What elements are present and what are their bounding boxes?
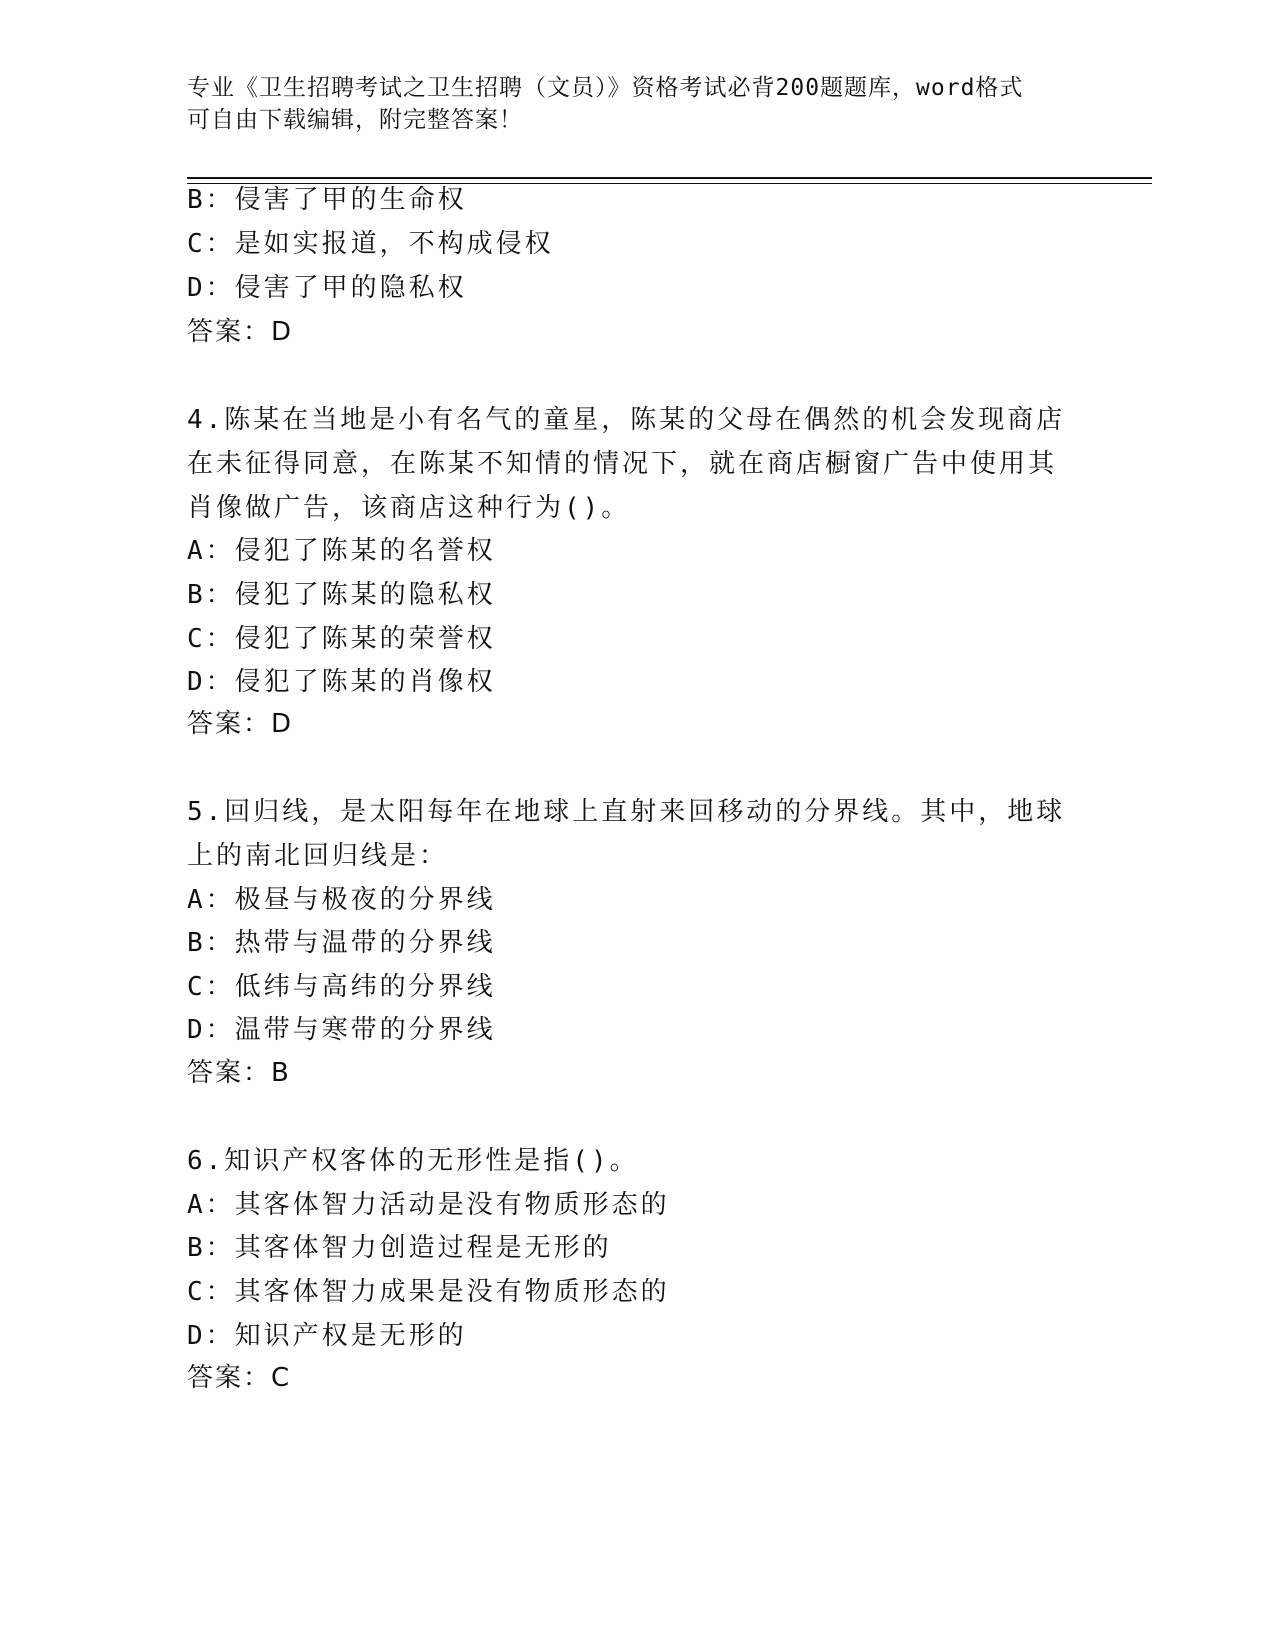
- q4-answer: 答案：D: [187, 709, 294, 739]
- q4-option-d: D：侵犯了陈某的肖像权: [187, 667, 496, 697]
- q6-option-c: C：其客体智力成果是没有物质形态的: [187, 1277, 670, 1307]
- header-divider-thick: [187, 177, 1152, 179]
- q6-answer: 答案：C: [187, 1363, 292, 1393]
- header-title-line-1: 专业《卫生招聘考试之卫生招聘（文员）》资格考试必背200题题库，word格式: [187, 75, 1024, 101]
- q3-answer: 答案：D: [187, 317, 294, 347]
- q4-option-c: C：侵犯了陈某的荣誉权: [187, 624, 496, 654]
- q5-answer: 答案：B: [187, 1058, 291, 1088]
- q3-option-d: D：侵害了甲的隐私权: [187, 273, 467, 303]
- q3-option-b: B：侵害了甲的生命权: [187, 185, 467, 215]
- q5-option-d: D：温带与寒带的分界线: [187, 1015, 496, 1045]
- q6-option-a: A：其客体智力活动是没有物质形态的: [187, 1190, 670, 1220]
- q4-option-a: A：侵犯了陈某的名誉权: [187, 536, 496, 566]
- q5-stem-line-1: 5.回归线，是太阳每年在地球上直射来回移动的分界线。其中，地球: [187, 797, 1066, 827]
- q5-option-c: C：低纬与高纬的分界线: [187, 972, 496, 1002]
- document-header: [187, 72, 1067, 136]
- q4-stem-line-2: 在未征得同意，在陈某不知情的情况下，就在商店橱窗广告中使用其: [187, 449, 1058, 479]
- q5-option-b: B：热带与温带的分界线: [187, 928, 496, 958]
- q5-option-a: A：极昼与极夜的分界线: [187, 885, 496, 915]
- q5-stem-line-2: 上的南北回归线是：: [187, 841, 449, 871]
- q4-stem-line-1: 4.陈某在当地是小有名气的童星，陈某的父母在偶然的机会发现商店: [187, 405, 1066, 435]
- q4-option-b: B：侵犯了陈某的隐私权: [187, 580, 496, 610]
- q6-option-b: B：其客体智力创造过程是无形的: [187, 1233, 612, 1263]
- header-title-line-2: 可自由下载编辑，附完整答案！: [187, 107, 523, 133]
- q3-option-c: C：是如实报道，不构成侵权: [187, 229, 554, 259]
- q4-stem-line-3: 肖像做广告，该商店这种行为()。: [187, 493, 631, 523]
- q6-stem-line-1: 6.知识产权客体的无形性是指()。: [187, 1146, 639, 1176]
- q6-option-d: D：知识产权是无形的: [187, 1321, 467, 1351]
